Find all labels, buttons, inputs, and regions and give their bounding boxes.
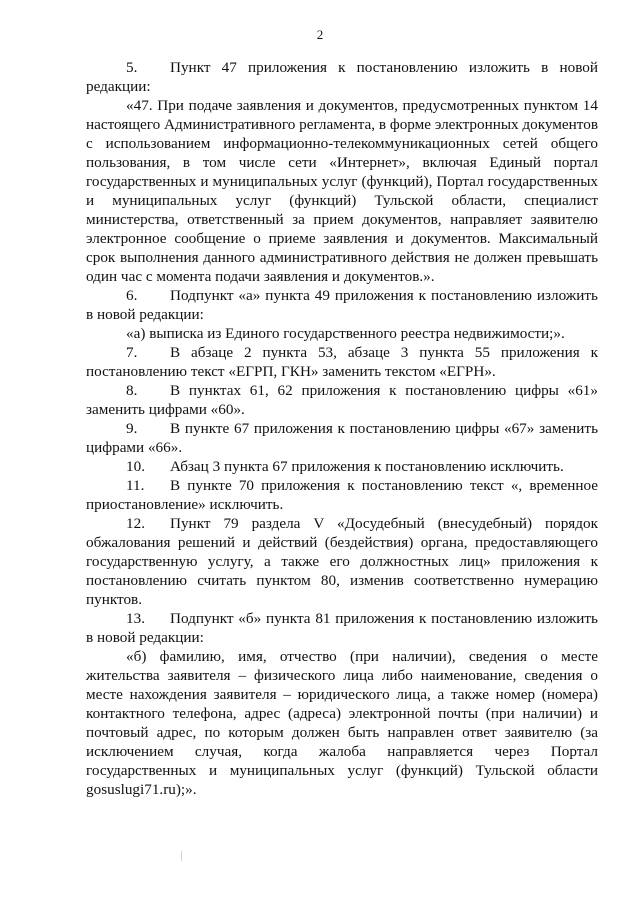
paragraph-number: 13. (126, 610, 145, 627)
paragraph-text: «47. При подаче заявления и документов, предусмотренных пунктом 14 настоящего Административного регламента, в форме электронных документов с использованием информационно-телекоммуникационных сетей общего пользования, в том числе сети «Интернет», включая Единый портал государственных и муниципальных услуг (функций), Портал государственных и муниципальных услуг (функций) Тульской области, специалист министерства, ответственный за прием документов, направляет заявителю электронное сообщение о приеме заявления и документов. Максимальный срок выполнения данного административного действия не должен превышать один час с момента подачи заявления и документов.». (86, 97, 598, 285)
paragraph-7 (86, 343, 598, 381)
paragraph-text: Подпункт «а» пункта 49 приложения к постановлению изложить в новой редакции: (86, 287, 598, 323)
paragraph-11 (86, 476, 598, 514)
paragraph-8 (86, 381, 598, 419)
paragraph-13 (86, 609, 598, 647)
paragraph-9 (86, 419, 598, 457)
paragraph-number: 8. (126, 382, 138, 399)
paragraph-text: Пункт 79 раздела V «Досудебный (внесудебный) порядок обжалования решений и действий (бездействия) органа, предоставляющего государственную услугу, а также его должностных лиц» приложения к постановлению считать пунктом 80, изменив соответственно нумерацию пунктов. (86, 515, 598, 608)
scan-artifact (181, 851, 182, 861)
paragraph-number: 12. (126, 515, 145, 532)
paragraph-text: Подпункт «б» пункта 81 приложения к постановлению изложить в новой редакции: (86, 610, 598, 646)
paragraph-text: В пункте 70 приложения к постановлению текст «, временное приостановление» исключить. (86, 477, 598, 513)
paragraph-number: 11. (126, 477, 145, 494)
paragraph-13-quote (86, 647, 598, 799)
paragraph-number: 10. (126, 458, 145, 475)
paragraph-text: В пунктах 61, 62 приложения к постановлению цифры «61» заменить цифрами «60». (86, 382, 598, 418)
paragraph-number: 9. (126, 420, 138, 437)
paragraph-6-quote (86, 324, 598, 343)
paragraph-text: «б) фамилию, имя, отчество (при наличии), сведения о месте жительства заявителя – физического лица либо наименование, сведения о месте нахождения заявителя – юридического лица, а также номер (номера) контактного телефона, адрес (адреса) электронной почты (при наличии) и почтовый адрес, по которым должен быть направлен ответ заявителю (за исключением случая, когда жалоба направляется через Портал государственных и муниципальных услуг (функций) Тульской области gosuslugi71.ru);». (86, 648, 598, 798)
paragraph-text: Абзац 3 пункта 67 приложения к постановлению исключить. (170, 458, 564, 475)
document-body (86, 58, 598, 799)
paragraph-10 (86, 457, 598, 476)
paragraph-number: 5. (126, 59, 138, 76)
paragraph-number: 6. (126, 287, 138, 304)
paragraph-text: «а) выписка из Единого государственного реестра недвижимости;». (126, 325, 565, 342)
paragraph-text: В абзаце 2 пункта 53, абзаце 3 пункта 55 приложения к постановлению текст «ЕГРП, ГКН» заменить текстом «ЕГРН». (86, 344, 598, 380)
paragraph-number: 7. (126, 344, 138, 361)
paragraph-text: Пункт 47 приложения к постановлению изложить в новой редакции: (86, 59, 598, 95)
paragraph-text: В пункте 67 приложения к постановлению цифры «67» заменить цифрами «66». (86, 420, 598, 456)
paragraph-12 (86, 514, 598, 609)
page-number: 2 (316, 27, 324, 42)
paragraph-5-quote (86, 96, 598, 286)
paragraph-6 (86, 286, 598, 324)
paragraph-5 (86, 58, 598, 96)
